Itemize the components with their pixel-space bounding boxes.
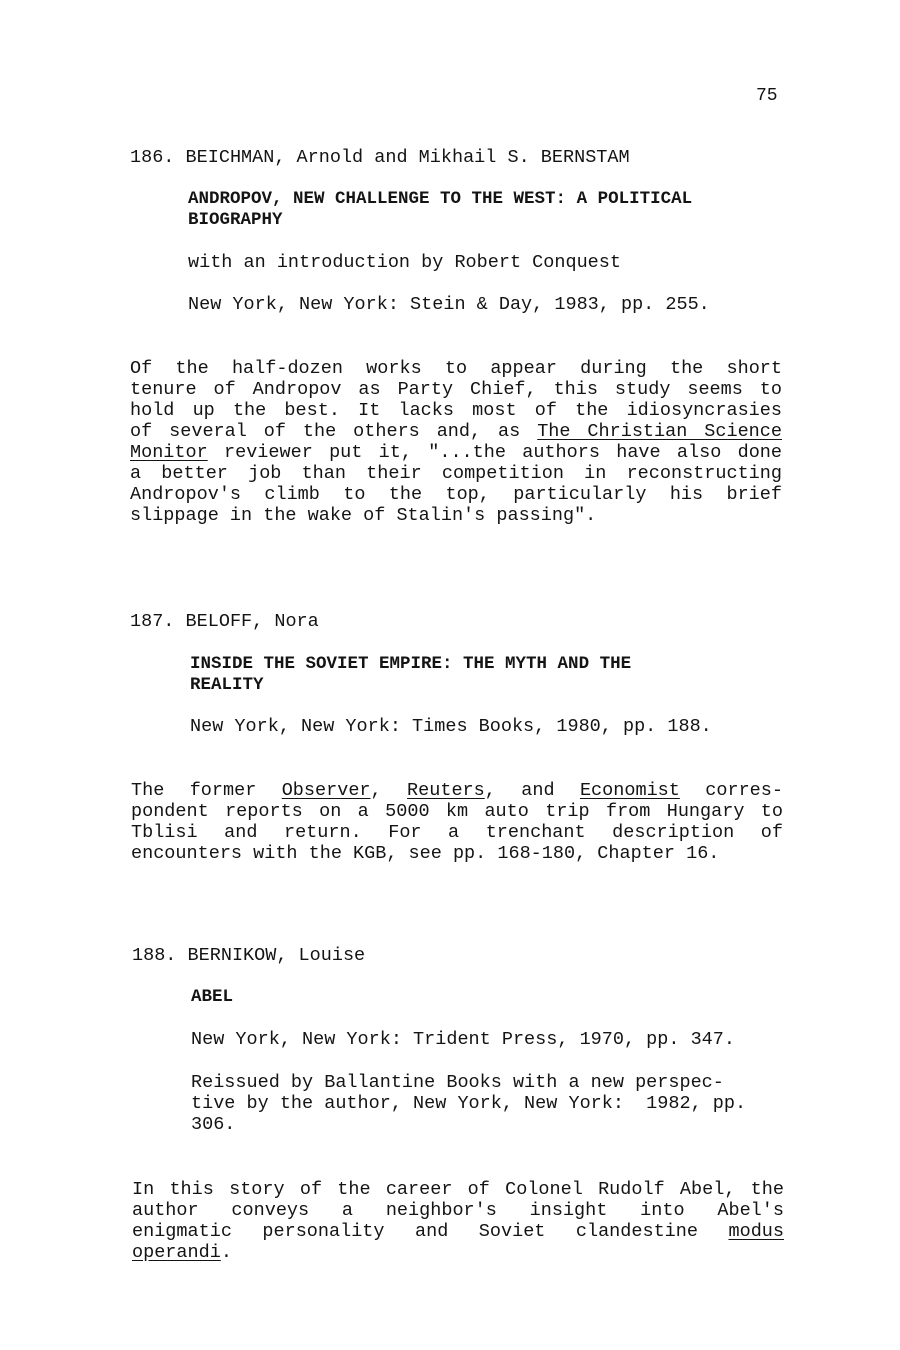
entry-number: 186. bbox=[130, 147, 175, 168]
reissue-line: tive by the author, New York, New York: 1982, pp. bbox=[191, 1093, 747, 1114]
review-text: , bbox=[370, 780, 408, 801]
review-line: hold up the best. It lacks most of the idiosyncrasies bbox=[130, 400, 782, 421]
entry-heading bbox=[130, 611, 319, 632]
review-text: , and bbox=[484, 780, 580, 801]
entry-number: 188. bbox=[132, 945, 177, 966]
review-text: corres- bbox=[679, 780, 783, 801]
latin-phrase: operandi bbox=[132, 1242, 221, 1263]
entry-publication: New York, New York: Trident Press, 1970, pp. 347. bbox=[191, 1029, 735, 1050]
entry-number: 187. bbox=[130, 611, 175, 632]
review-line bbox=[130, 442, 782, 463]
entry-publication: New York, New York: Times Books, 1980, pp. 188. bbox=[190, 716, 712, 737]
page-number: 75 bbox=[756, 86, 778, 106]
entry-title-line: BIOGRAPHY bbox=[188, 210, 283, 230]
entry-title-line: ABEL bbox=[191, 987, 234, 1007]
entry-title-line: ANDROPOV, NEW CHALLENGE TO THE WEST: A POLITICAL bbox=[188, 189, 693, 209]
publication-name: Observer bbox=[281, 780, 371, 801]
entry-title-line: INSIDE THE SOVIET EMPIRE: THE MYTH AND THE bbox=[190, 654, 632, 674]
review-line: encounters with the KGB, see pp. 168-180, Chapter 16. bbox=[131, 843, 720, 864]
review-line: tenure of Andropov as Party Chief, this study seems to bbox=[130, 379, 782, 400]
review-line: a better job than their competition in reconstructing bbox=[130, 463, 782, 484]
entry-heading bbox=[130, 147, 630, 168]
entry-title-line: REALITY bbox=[190, 675, 264, 695]
entry-intro: with an introduction by Robert Conquest bbox=[188, 252, 621, 273]
reissue-line: Reissued by Ballantine Books with a new perspec- bbox=[191, 1072, 724, 1093]
review-line: Andropov's climb to the top, particularly his brief bbox=[130, 484, 782, 505]
review-text: The former bbox=[131, 780, 282, 801]
review-line: In this story of the career of Colonel Rudolf Abel, the bbox=[132, 1179, 784, 1200]
entry-author: BERNIKOW, Louise bbox=[187, 945, 366, 966]
entry-publication: New York, New York: Stein & Day, 1983, pp. 255. bbox=[188, 294, 710, 315]
review-text: . bbox=[220, 1242, 232, 1263]
review-text: reviewer put it, "...the authors have also done bbox=[207, 442, 782, 463]
publication-name: Economist bbox=[579, 780, 680, 801]
publication-name: The Christian Science bbox=[537, 421, 782, 442]
review-line bbox=[132, 1221, 784, 1242]
review-line: Tblisi and return. For a trenchant description of bbox=[131, 822, 783, 843]
review-line bbox=[132, 1242, 784, 1263]
review-text: enigmatic personality and Soviet clandestine bbox=[132, 1221, 729, 1242]
review-text: of several of the others and, as bbox=[130, 421, 538, 442]
publication-name: Monitor bbox=[130, 442, 208, 463]
reissue-line: 306. bbox=[191, 1114, 236, 1135]
entry-heading bbox=[132, 945, 365, 966]
review-line: Of the half-dozen works to appear during the short bbox=[130, 358, 782, 379]
review-line: author conveys a neighbor's insight into Abel's bbox=[132, 1200, 784, 1221]
review-line: pondent reports on a 5000 km auto trip from Hungary to bbox=[131, 801, 783, 822]
entry-author: BEICHMAN, Arnold and Mikhail S. BERNSTAM bbox=[185, 147, 630, 168]
review-line bbox=[131, 780, 783, 801]
entry-author: BELOFF, Nora bbox=[185, 611, 319, 632]
review-line: slippage in the wake of Stalin's passing". bbox=[130, 505, 597, 526]
latin-phrase: modus bbox=[728, 1221, 784, 1242]
publication-name: Reuters bbox=[407, 780, 485, 801]
review-line bbox=[130, 421, 782, 442]
